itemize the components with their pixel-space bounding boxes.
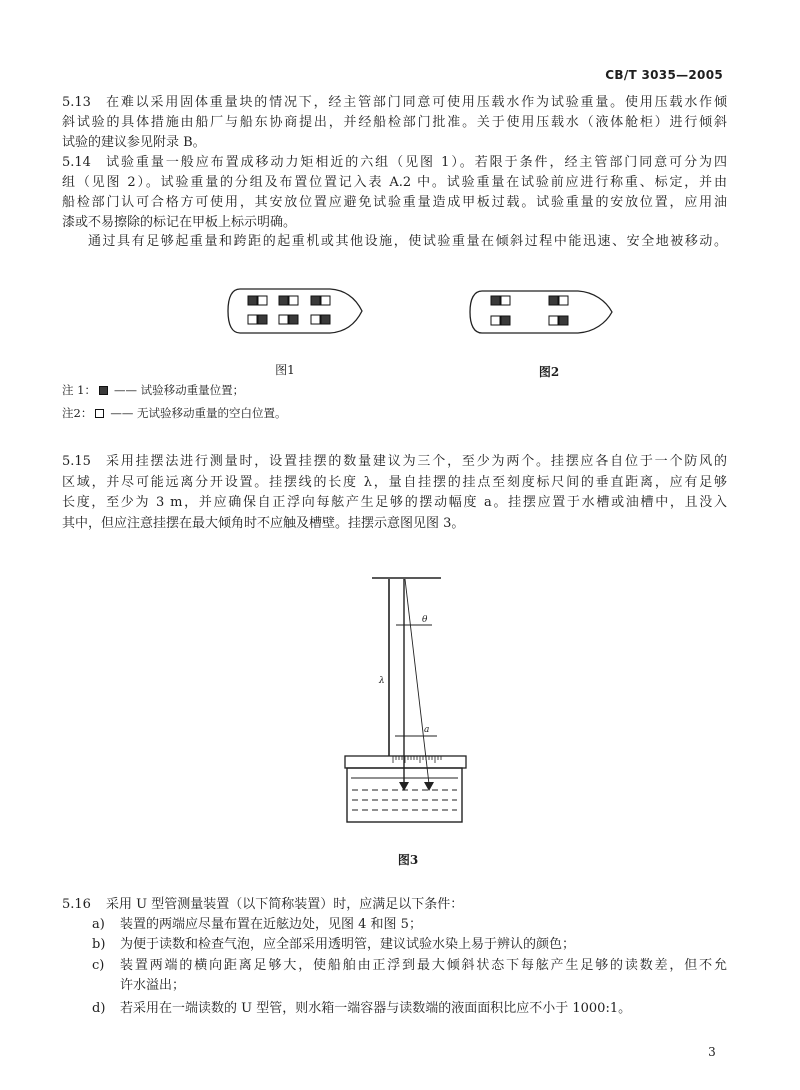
- angle-label: θ: [422, 615, 428, 625]
- pendulum-line-swung: [405, 579, 429, 784]
- weight-position-square: [501, 296, 510, 305]
- list-item-d: [92, 999, 727, 1019]
- clause-text: 在难以采用固体重量块的情况下，经主管部门同意可使用压载水作为试验重量。使用压载水作倾: [106, 95, 727, 110]
- note-2: [62, 405, 286, 421]
- filled-square-icon: [99, 386, 108, 395]
- clause-text: 采用挂摆法进行测量时，设置挂摆的数量建议为三个，至少为两个。挂摆应各自位于一个防风的: [106, 454, 727, 469]
- list-item-text: 为便于读数和检查气泡，应全部采用透明管，建议试验水染上易于辨认的颜色；: [120, 937, 576, 952]
- weight-position-square: [491, 296, 500, 305]
- clause-5-15-line-3: 长度，至少为 3 m，并应确保自正浮向每舷产生足够的摆动幅度 a。挂摆应置于水槽或油槽中，且没入: [62, 495, 727, 510]
- weight-position-square: [289, 296, 298, 305]
- weight-position-square: [279, 315, 288, 324]
- weight-position-square: [248, 296, 257, 305]
- clause-5-14-line-4: 漆或不易擦除的标记在甲板上标示明确。: [62, 215, 297, 230]
- standard-code-header: CB/T 3035—2005: [605, 68, 723, 82]
- figure-3-caption: 图3: [397, 853, 419, 867]
- empty-square-icon: [95, 409, 104, 418]
- list-marker: d): [92, 1001, 106, 1016]
- list-item-text: 若采用在一端读数的 U 型管，则水箱一端容器与读数端的液面面积比应不小于 1000:1。: [120, 1001, 632, 1016]
- clause-5-14-line-1: [62, 153, 727, 173]
- clause-5-14-line-5: 通过具有足够起重量和跨距的起重机或其他设施，使试验重量在倾斜过程中能迅速、安全地被移动。: [88, 234, 727, 249]
- list-item-b: [92, 935, 727, 955]
- list-item-text: 装置的两端应尽量布置在近舷边处，见图 4 和图 5；: [120, 917, 422, 932]
- figure-2-ship-diagram: [466, 284, 616, 338]
- weight-position-square: [491, 316, 500, 325]
- weight-position-square: [501, 316, 510, 325]
- figure-1-ship-diagram: [224, 284, 366, 338]
- clause-5-16-line-1: [62, 895, 727, 915]
- weight-position-square: [321, 315, 330, 324]
- weight-position-square: [258, 296, 267, 305]
- clause-number: 5.14: [62, 155, 91, 170]
- note-1: [62, 382, 244, 398]
- list-item-text: 装置两端的横向距离足够大，使船舶由正浮到最大倾斜状态下每舷产生足够的读数差，但不允: [120, 958, 727, 973]
- clause-5-13-line-2: 斜试验的具体措施由船厂与船东协商提出，并经船检部门批准。关于使用压载水（液体舱柜）进行倾斜: [62, 115, 727, 130]
- clause-number: 5.16: [62, 897, 91, 912]
- clause-5-15-line-4: 其中，但应注意挂摆在最大倾角时不应触及槽壁。挂摆示意图见图 3。: [62, 516, 465, 531]
- weight-position-square: [258, 315, 267, 324]
- clause-5-14-line-2: 组（见图 2）。试验重量的分组及布置位置记入表 A.2 中。试验重量在试验前应进行称重、标定，并由: [62, 175, 727, 190]
- page-number: 3: [708, 1045, 716, 1059]
- figure-1-caption: 图1: [275, 363, 295, 377]
- note-text: —— 试验移动重量位置；: [113, 383, 245, 397]
- clause-5-13-line-1: [62, 93, 727, 113]
- length-label: λ: [379, 676, 385, 686]
- clause-text: 试验重量一般应布置成移动力矩相近的六组（见图 1）。若限于条件，经主管部门同意可分为四: [106, 155, 727, 170]
- weight-position-square: [559, 296, 568, 305]
- clause-5-14-line-3: 船检部门认可合格方可使用，其安放位置应避免试验重量造成甲板过载。试验重量的安放位置，应用油: [62, 195, 727, 210]
- list-item-a: [92, 915, 727, 935]
- clause-text: 采用 U 型管测量装置（以下简称装置）时，应满足以下条件：: [106, 897, 464, 912]
- weight-position-square: [279, 296, 288, 305]
- note-text: —— 无试验移动重量的空白位置。: [110, 406, 287, 420]
- list-item-c-continuation: 许水溢出；: [120, 978, 186, 993]
- weight-position-square: [321, 296, 330, 305]
- note-label: 注 1：: [62, 383, 96, 397]
- weight-position-square: [559, 316, 568, 325]
- weight-position-square: [289, 315, 298, 324]
- list-item-c: [92, 956, 727, 976]
- weight-position-square: [311, 296, 320, 305]
- scale-ruler: [345, 756, 466, 768]
- ruler-ticks: [393, 756, 441, 763]
- amplitude-label: a: [424, 725, 430, 735]
- list-marker: b): [92, 937, 106, 952]
- clause-number: 5.15: [62, 454, 91, 469]
- clause-5-13-line-3: 试验的建议参见附录 B。: [62, 135, 206, 150]
- weight-position-square: [311, 315, 320, 324]
- clause-5-15-line-1: [62, 452, 727, 472]
- note-label: 注2：: [62, 406, 93, 420]
- clause-5-15-line-2: 区域，并尽可能远离分开设置。挂摆线的长度 λ，量自挂摆的挂点至刻度标尺间的垂直距离，应有足够: [62, 475, 727, 490]
- figure-3-pendulum-diagram: [340, 570, 470, 832]
- figure-2-caption: 图2: [538, 365, 560, 379]
- weight-position-square: [248, 315, 257, 324]
- list-marker: c): [92, 958, 105, 973]
- weight-position-square: [549, 296, 558, 305]
- list-marker: a): [92, 917, 105, 932]
- weight-position-square: [549, 316, 558, 325]
- clause-number: 5.13: [62, 95, 91, 110]
